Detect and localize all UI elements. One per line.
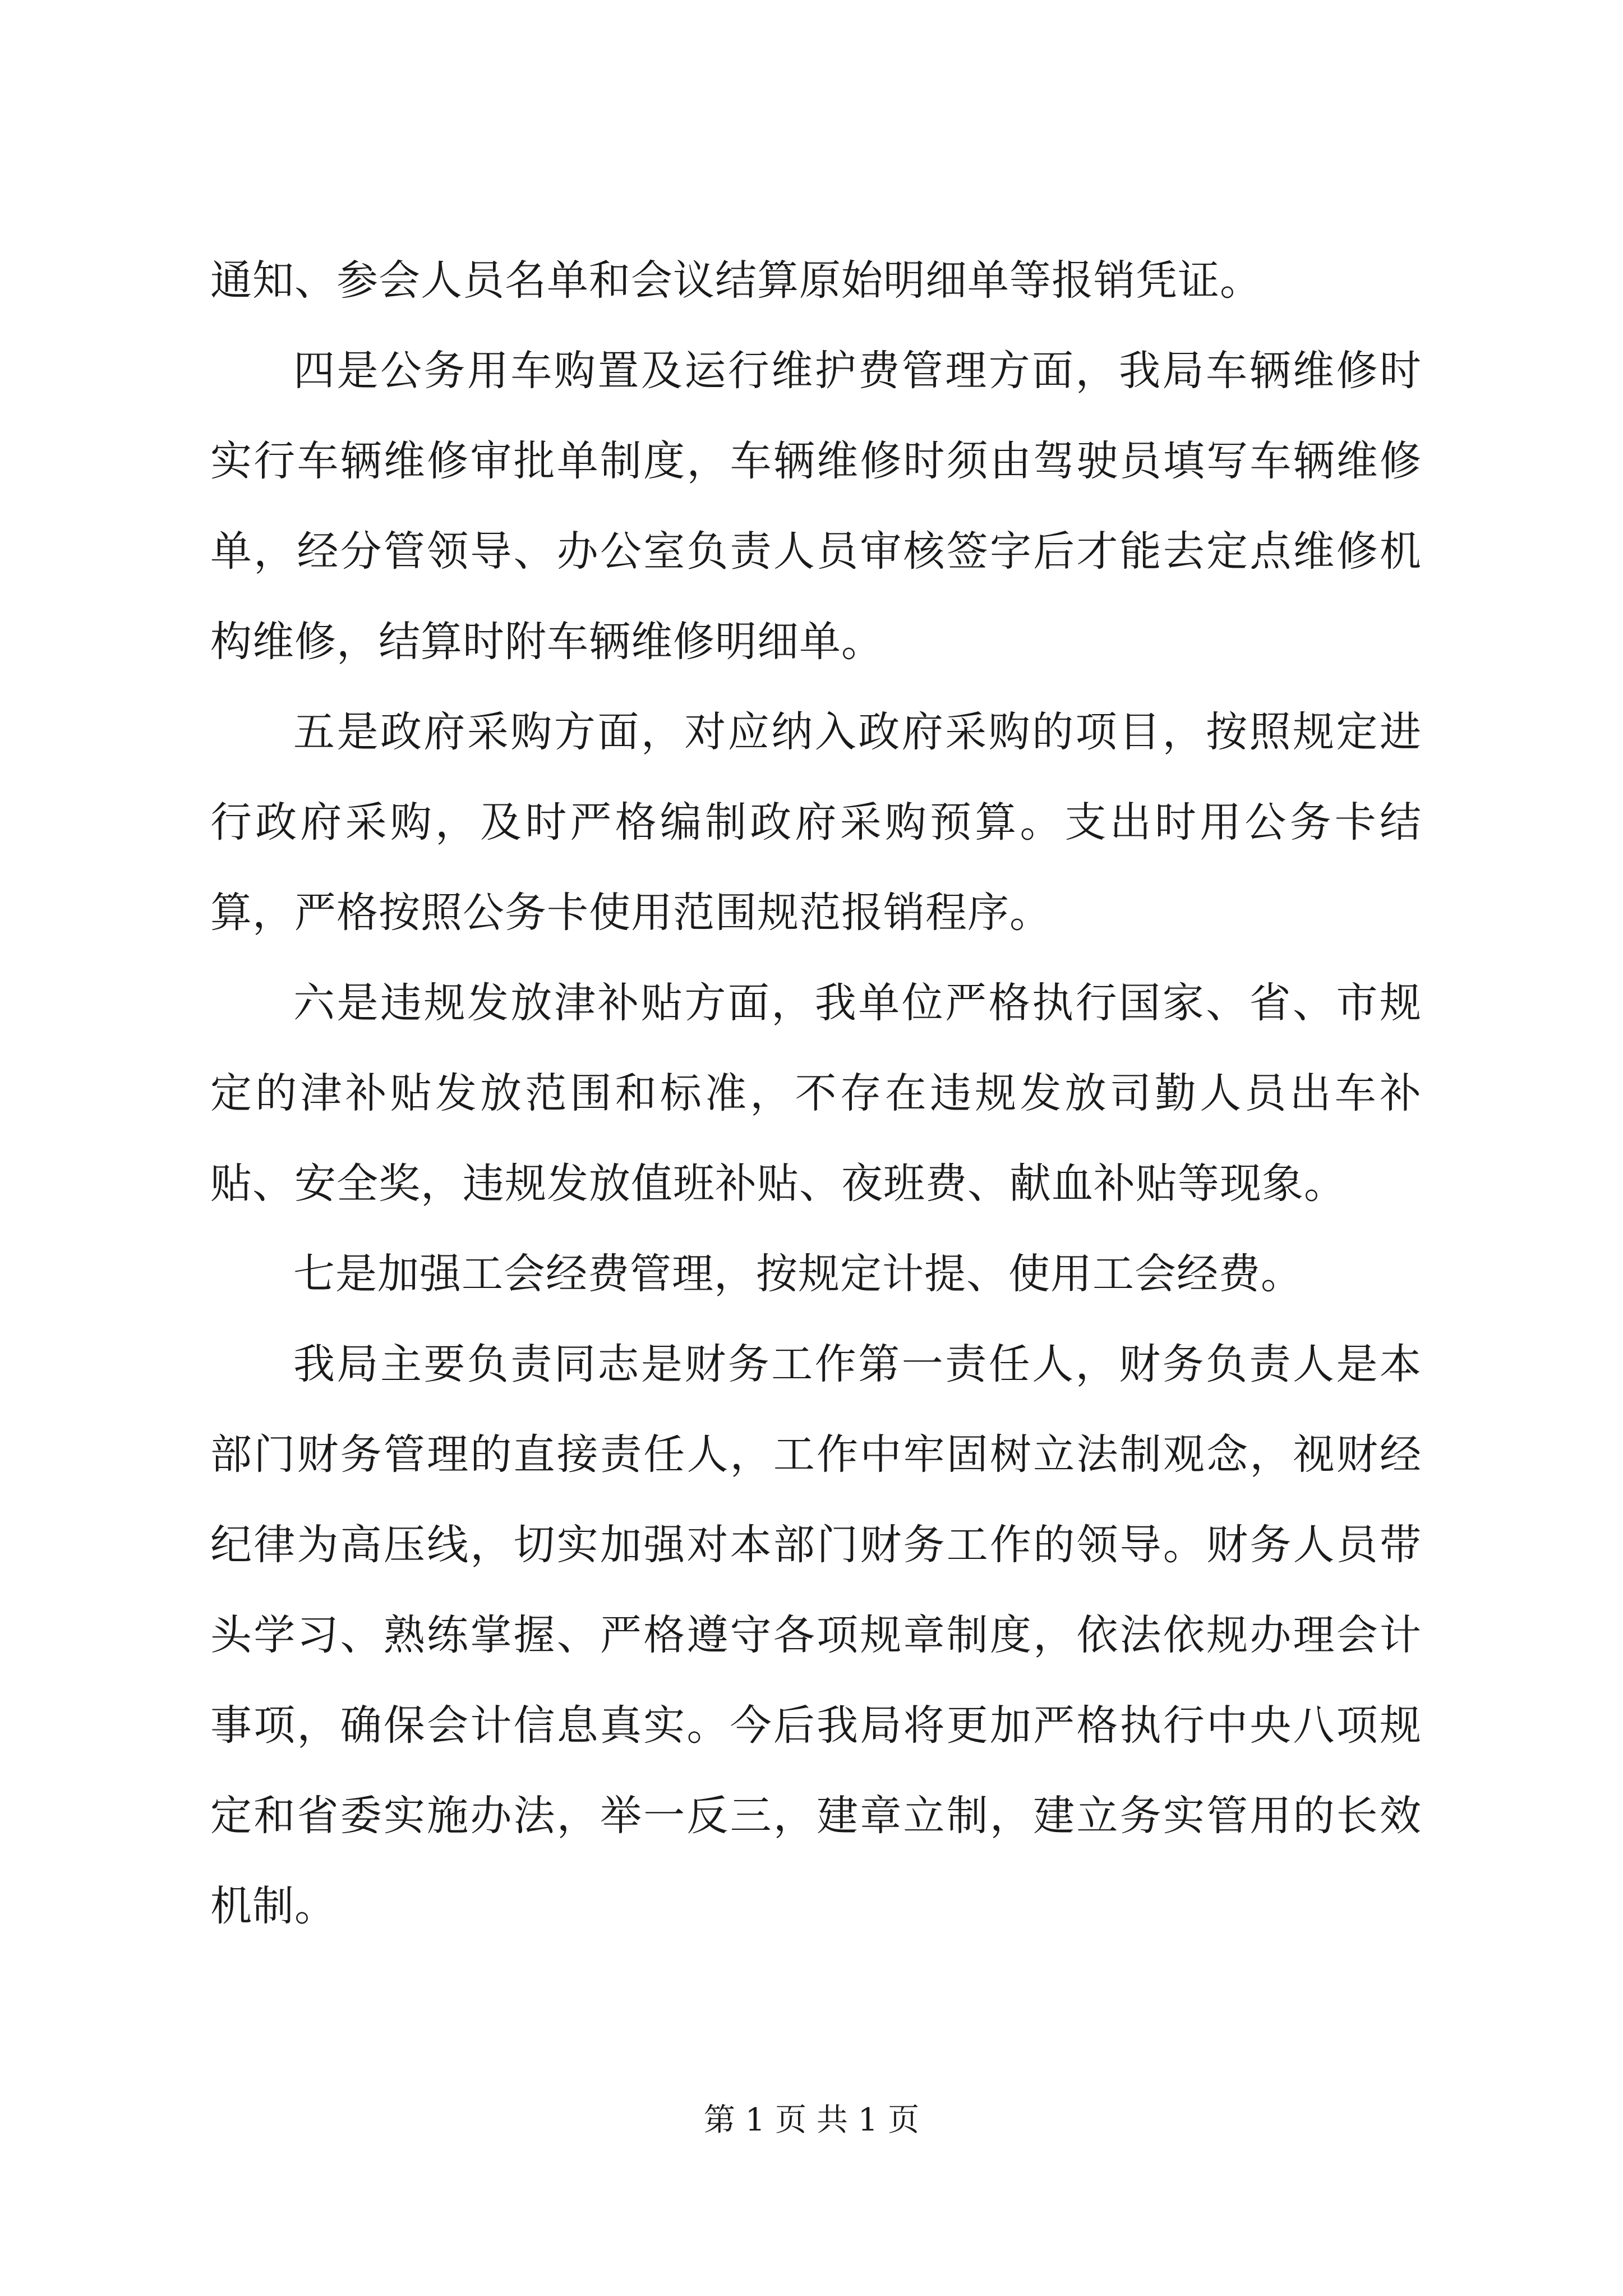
- document-body: [210, 236, 1422, 1952]
- paragraph-1: 通知、参会人员名单和会议结算原始明细单等报销凭证。: [210, 256, 1262, 305]
- paragraph-4: 六是违规发放津补贴方面，我单位严格执行国家、省、市规定的津补贴发放范围和标准，不存在违规发放司勤人员出车补贴、安全奖，违规发放值班补贴、夜班费、献血补贴等现象。: [210, 979, 1422, 1208]
- paragraph-5: 七是加强工会经费管理，按规定计提、使用工会经费。: [293, 1250, 1303, 1298]
- paragraph-6: 我局主要负责同志是财务工作第一责任人，财务负责人是本部门财务管理的直接责任人，工作中牢固树立法制观念，视财经纪律为高压线，切实加强对本部门财务工作的领导。财务人员带头学习、熟练掌握、严格遵守各项规章制度，依法依规办理会计事项，确保会计信息真实。今后我局将更加严格执行中央八项规定和省委实施办法，举一反三，建章立制，建立务实管用的长效机制。: [210, 1340, 1422, 1930]
- paragraph-3: 五是政府采购方面，对应纳入政府采购的项目，按照规定进行政府采购，及时严格编制政府采购预算。支出时用公务卡结算，严格按照公务卡使用范围规范报销程序。: [210, 708, 1422, 937]
- page-footer: 第 1 页 共 1 页: [703, 2102, 920, 2138]
- paragraph-2: 四是公务用车购置及运行维护费管理方面，我局车辆维修时实行车辆维修审批单制度，车辆维修时须由驾驶员填写车辆维修单，经分管领导、办公室负责人员审核签字后才能去定点维修机构维修，结算时附车辆维修明细单。: [210, 347, 1422, 666]
